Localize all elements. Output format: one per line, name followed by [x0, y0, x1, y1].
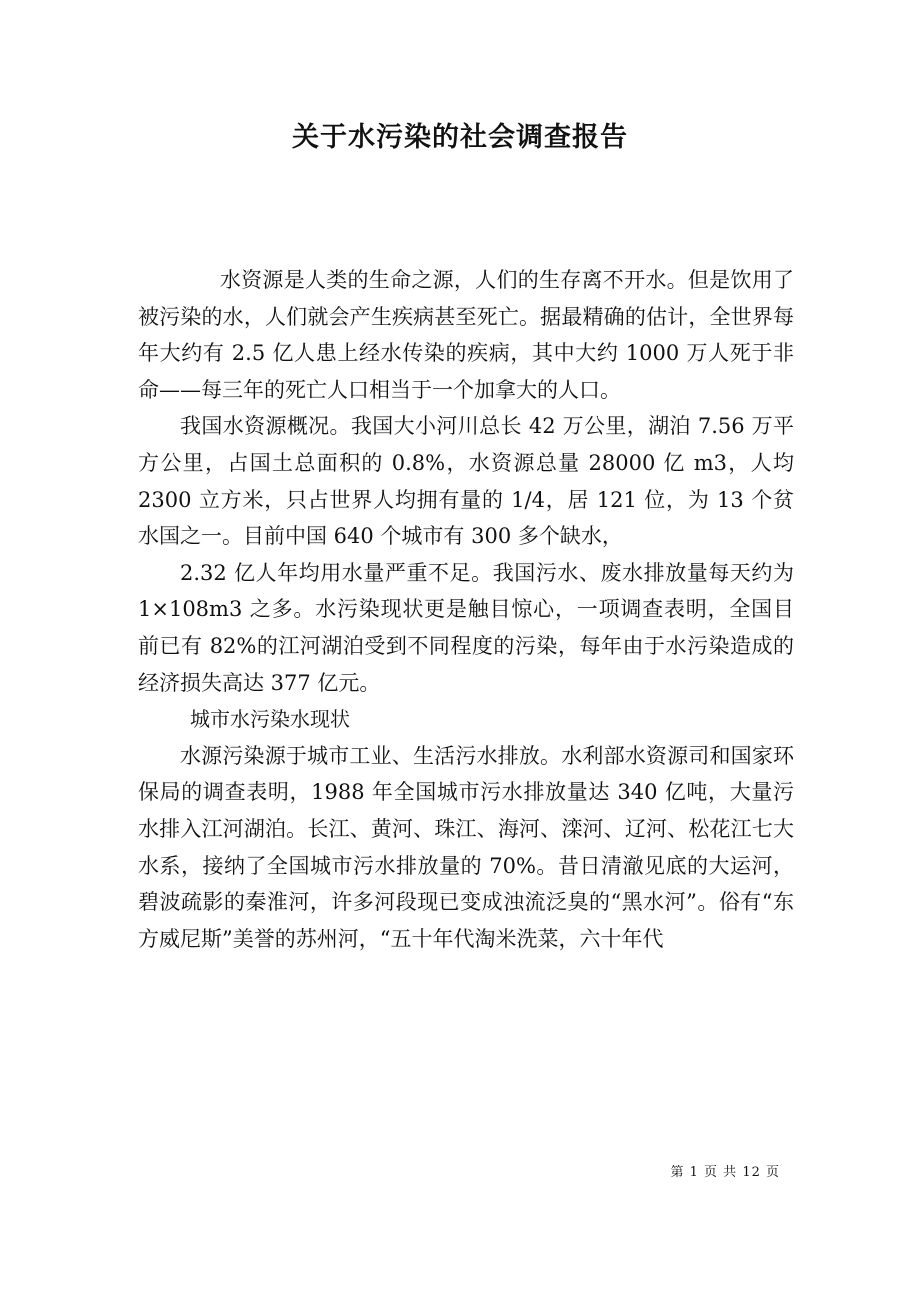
paragraph-urban-pollution: 水源污染源于城市工业、生活污水排放。水利部水资源司和国家环保局的调查表明，1988 年全国城市污水排放量达 340 亿吨，大量污水排入江河湖泊。长江、黄河、珠江、海河、滦河、辽河、松花江七大水系，接纳了全国城市污水排放量的 70%。昔日清澈见底的大运河，碧波疏影的秦淮河，许多河段现已变成浊流泛臭的“黑水河”。俗有“东方威尼斯”美誉的苏州河，“五十年代淘米洗菜，六十年代	[138, 743, 794, 951]
paragraph-water-shortage: 2.32 亿人年均用水量严重不足。我国污水、废水排放量每天约为 1×108m3 之多。水污染现状更是触目惊心，一项调查表明，全国目前已有 82%的江河湖泊受到不同程度的污染，每年由于水污染造成的经济损失高达 377 亿元。	[138, 560, 794, 695]
document-title: 关于水污染的社会调查报告	[292, 122, 628, 153]
section-heading: 城市水污染水现状	[190, 707, 350, 732]
document-body	[138, 262, 794, 957]
paragraph-water-resources: 我国水资源概况。我国大小河川总长 42 万公里，湖泊 7.56 万平方公里，占国土总面积的 0.8%，水资源总量 28000 亿 m3，人均 2300 立方米，只占世界人均拥有量的 1/4，居 121 位，为 13 个贫水国之一。目前中国 640 个城市有 300 多个缺水，	[138, 414, 794, 549]
page-number-footer: 第 1 页 共 12 页	[670, 1165, 780, 1180]
paragraph-intro: 水资源是人类的生命之源，人们的生存离不开水。但是饮用了被污染的水，人们就会产生疾病甚至死亡。据最精确的估计，全世界每年大约有 2.5 亿人患上经水传染的疾病，其中大约 1000 万人死于非命——每三年的死亡人口相当于一个加拿大的人口。	[138, 268, 794, 402]
